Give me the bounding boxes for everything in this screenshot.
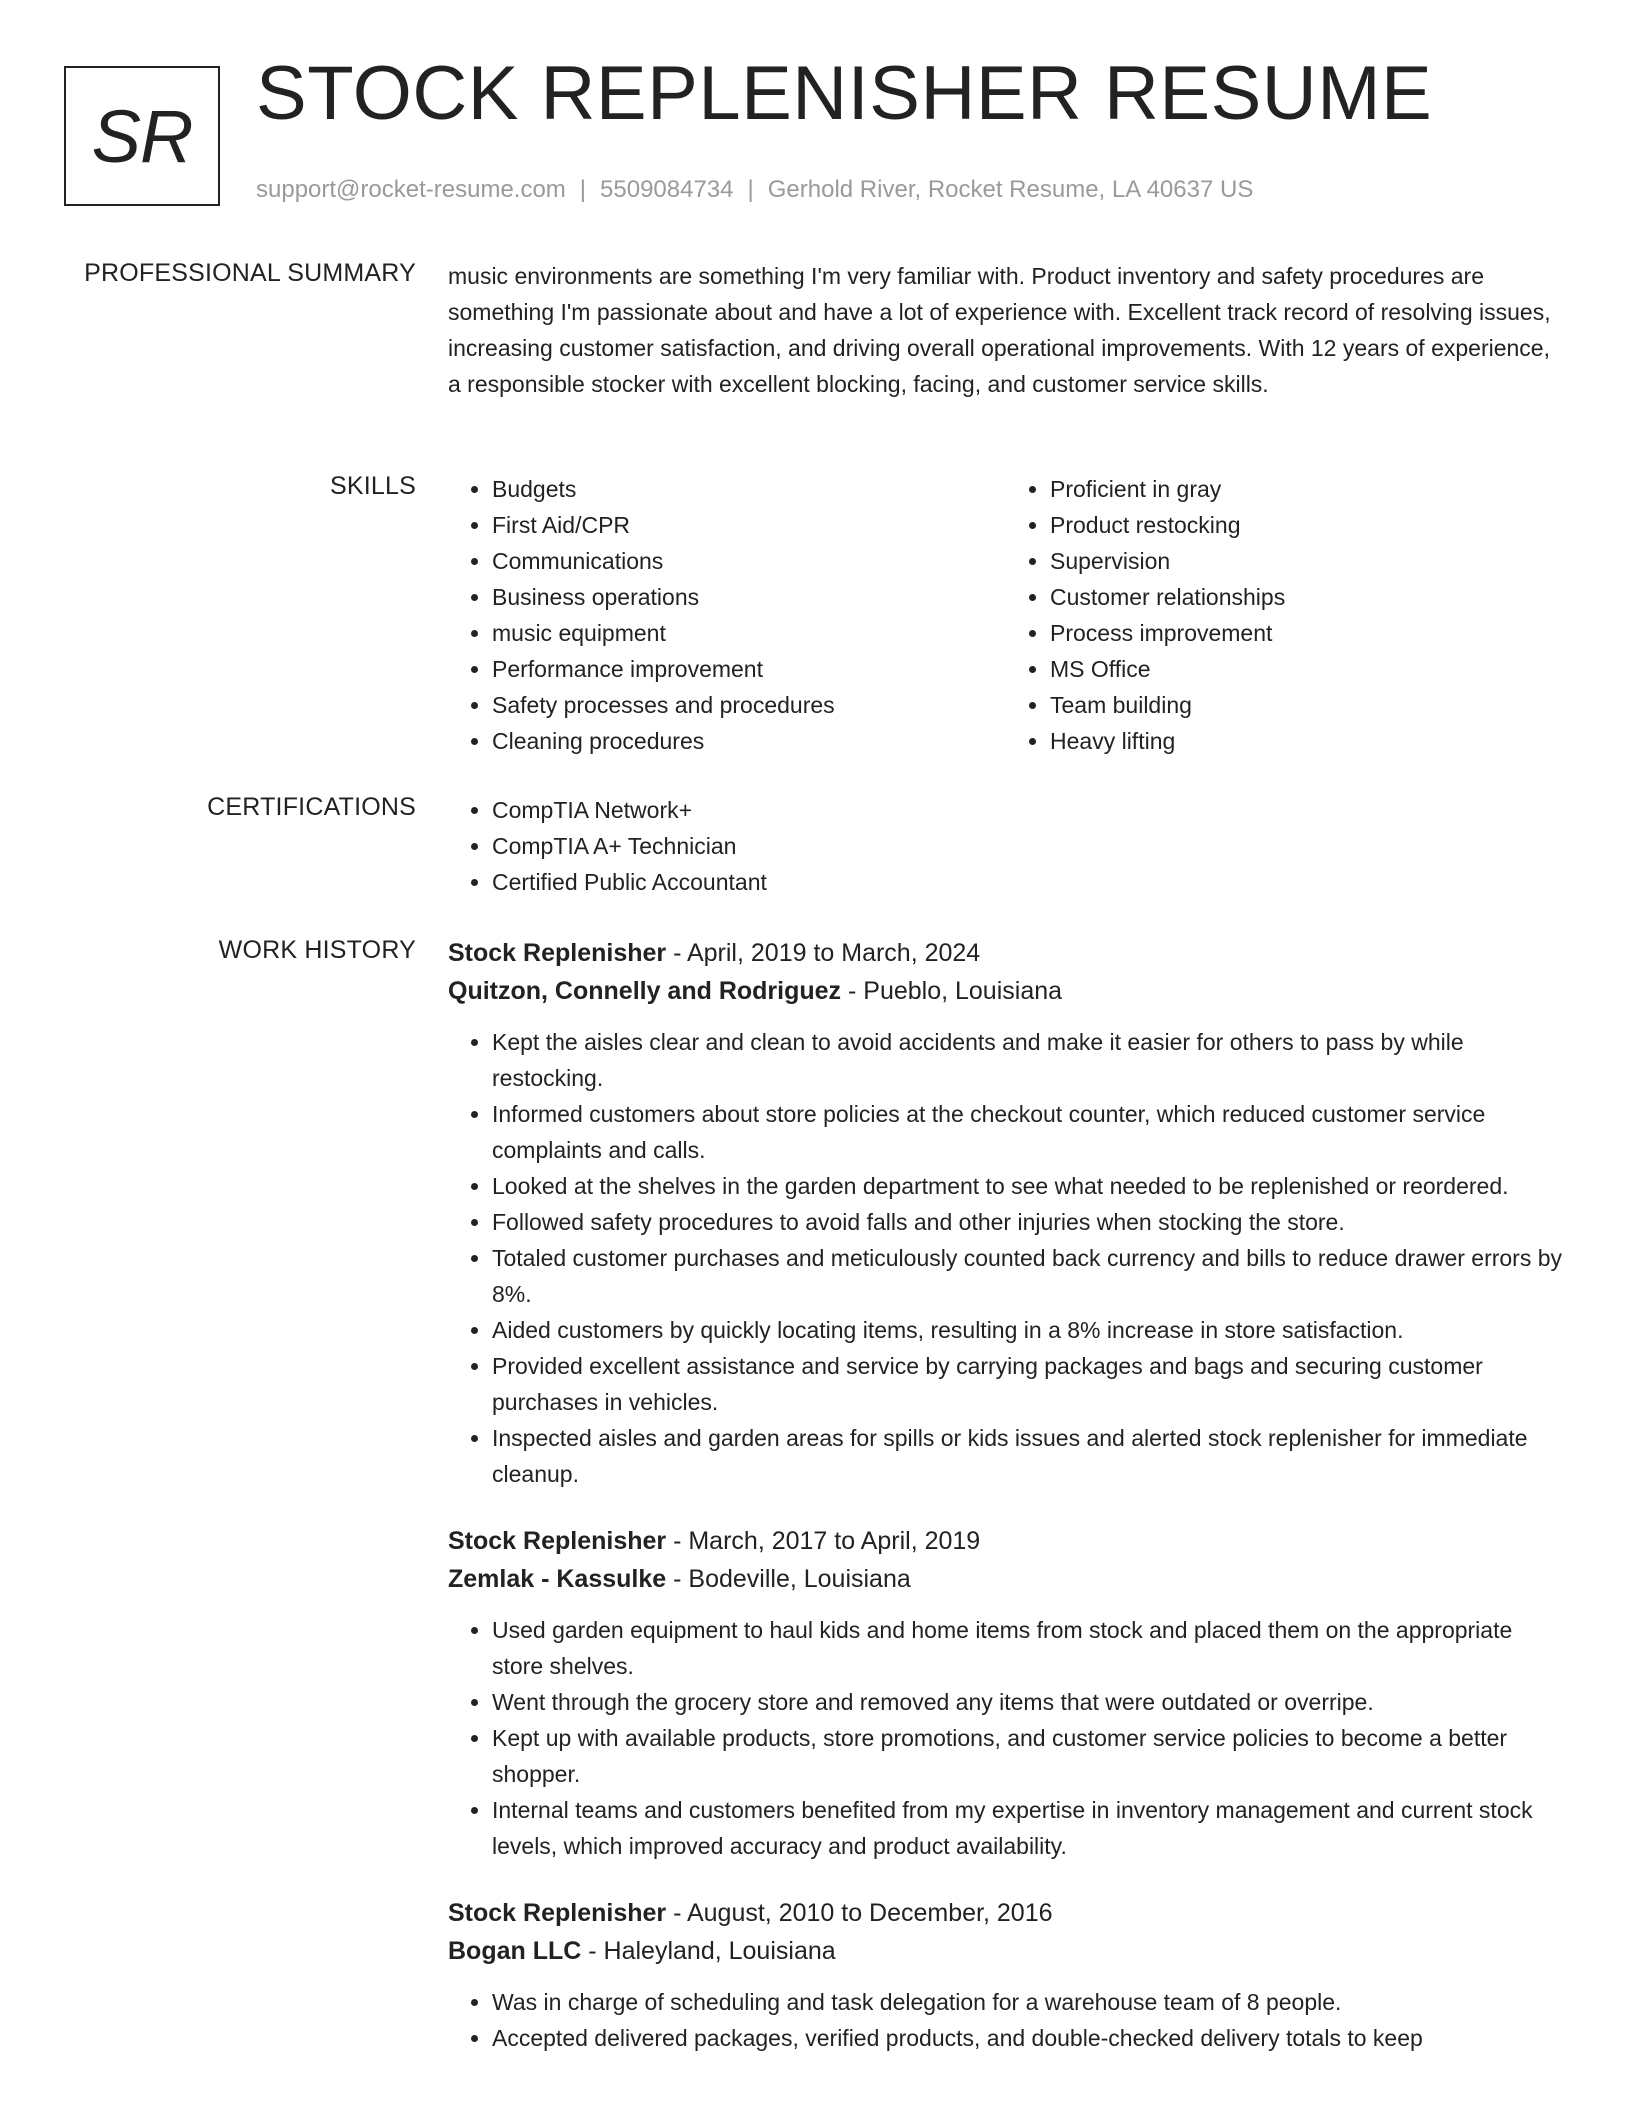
skill-item: • Budgets: [492, 471, 1006, 507]
job-location: - Pueblo, Louisiana: [841, 977, 1063, 1005]
job-company: Quitzon, Connelly and Rodriguez: [448, 977, 842, 1005]
skill-item: • Performance improvement: [492, 651, 1006, 687]
certifications-body: [448, 792, 1564, 900]
certification-item: • CompTIA Network+: [492, 792, 1564, 828]
skill-item: • Team building: [1050, 687, 1564, 723]
job-dates: - August, 2010 to December, 2016: [666, 1899, 1053, 1927]
certification-item: • CompTIA A+ Technician: [492, 828, 1564, 864]
job-duty: • Was in charge of scheduling and task delegation for a warehouse team of 8 people.: [492, 1984, 1564, 2020]
job-duty: • Kept up with available products, store promotions, and customer service policies to become a better shopper.: [492, 1720, 1564, 1792]
summary-body: [448, 258, 1564, 402]
job-duty: • Inspected aisles and garden areas for spills or kids issues and alerted stock replenisher for immediate cleanup.: [492, 1420, 1564, 1492]
contact-address: Gerhold River, Rocket Resume, LA 40637 US: [767, 176, 1254, 203]
job-company-line: [448, 972, 1564, 1010]
skill-item: • Customer relationships: [1050, 579, 1564, 615]
skills-list-left: [448, 471, 1006, 759]
job-duty: • Accepted delivered packages, verified products, and double-checked delivery totals to keep: [492, 2020, 1564, 2056]
certifications-heading: CERTIFICATIONS: [207, 793, 416, 821]
summary-heading: PROFESSIONAL SUMMARY: [84, 259, 416, 287]
job-duty: • Followed safety procedures to avoid falls and other injuries when stocking the store.: [492, 1204, 1564, 1240]
skill-item: • MS Office: [1050, 651, 1564, 687]
job-duty: • Internal teams and customers benefited from my expertise in inventory management and current stock levels, which improved accuracy and product availability.: [492, 1792, 1564, 1864]
job-location: - Bodeville, Louisiana: [666, 1565, 911, 1593]
job-duties-list: [448, 1984, 1564, 2056]
skills-list-right: [1006, 471, 1564, 759]
job-entry: [448, 1894, 1564, 2056]
job-company: Bogan LLC: [448, 1937, 582, 1965]
job-duty: • Used garden equipment to haul kids and home items from stock and placed them on the appropriate store shelves.: [492, 1612, 1564, 1684]
certification-item: • Certified Public Accountant: [492, 864, 1564, 900]
job-company-line: [448, 1560, 1564, 1598]
skills-heading: SKILLS: [330, 472, 416, 500]
contact-line: [256, 176, 1253, 204]
work-history-body: [448, 934, 1564, 2086]
summary-text: music environments are something I'm very familiar with. Product inventory and safety procedures are something I'm passionate about and have a lot of experience with. Excellent track record of resolving issues, increasing customer satisfaction, and driving overall operational improvements. With 12 years of experience, a responsible stocker with excellent blocking, facing, and customer service skills.: [448, 263, 1551, 397]
skill-item: • Supervision: [1050, 543, 1564, 579]
skill-item: • Heavy lifting: [1050, 723, 1564, 759]
job-entry: [448, 934, 1564, 1492]
skills-body: [448, 471, 1564, 759]
skill-item: • First Aid/CPR: [492, 507, 1006, 543]
monogram-initials: SR: [91, 94, 193, 178]
monogram-box: [64, 66, 220, 206]
job-duty: • Totaled customer purchases and meticulously counted back currency and bills to reduce drawer errors by 8%.: [492, 1240, 1564, 1312]
job-duties-list: [448, 1612, 1564, 1864]
job-duty: • Kept the aisles clear and clean to avoid accidents and make it easier for others to pass by while restocking.: [492, 1024, 1564, 1096]
skill-item: • Business operations: [492, 579, 1006, 615]
contact-separator: |: [747, 176, 754, 203]
job-title-line: [448, 1894, 1564, 1932]
job-dates: - March, 2017 to April, 2019: [666, 1527, 981, 1555]
job-duty: • Provided excellent assistance and service by carrying packages and bags and securing customer purchases in vehicles.: [492, 1348, 1564, 1420]
job-company: Zemlak - Kassulke: [448, 1565, 667, 1593]
resume-title: STOCK REPLENISHER RESUME: [256, 51, 1433, 136]
skill-item: • Product restocking: [1050, 507, 1564, 543]
skill-item: • Communications: [492, 543, 1006, 579]
job-title-line: [448, 934, 1564, 972]
skill-item: • Safety processes and procedures: [492, 687, 1006, 723]
job-company-line: [448, 1932, 1564, 1970]
skill-item: • music equipment: [492, 615, 1006, 651]
job-location: - Haleyland, Louisiana: [581, 1937, 836, 1965]
job-title-line: [448, 1522, 1564, 1560]
job-entry: [448, 1522, 1564, 1864]
job-title: Stock Replenisher: [448, 939, 667, 967]
contact-phone: 5509084734: [600, 176, 734, 203]
skill-item: • Process improvement: [1050, 615, 1564, 651]
job-title: Stock Replenisher: [448, 1527, 667, 1555]
contact-email: support@rocket-resume.com: [256, 176, 566, 203]
job-duties-list: [448, 1024, 1564, 1492]
job-title: Stock Replenisher: [448, 1899, 667, 1927]
job-dates: - April, 2019 to March, 2024: [666, 939, 981, 967]
job-duty: • Looked at the shelves in the garden department to see what needed to be replenished or reordered.: [492, 1168, 1564, 1204]
job-duty: • Went through the grocery store and removed any items that were outdated or overripe.: [492, 1684, 1564, 1720]
contact-separator: |: [579, 176, 587, 203]
job-duty: • Informed customers about store policies at the checkout counter, which reduced customer service complaints and calls.: [492, 1096, 1564, 1168]
certifications-list: [448, 792, 1564, 900]
work-history-heading: WORK HISTORY: [218, 936, 416, 964]
skill-item: • Proficient in gray: [1050, 471, 1564, 507]
skill-item: • Cleaning procedures: [492, 723, 1006, 759]
job-duty: • Aided customers by quickly locating items, resulting in a 8% increase in store satisfaction.: [492, 1312, 1564, 1348]
